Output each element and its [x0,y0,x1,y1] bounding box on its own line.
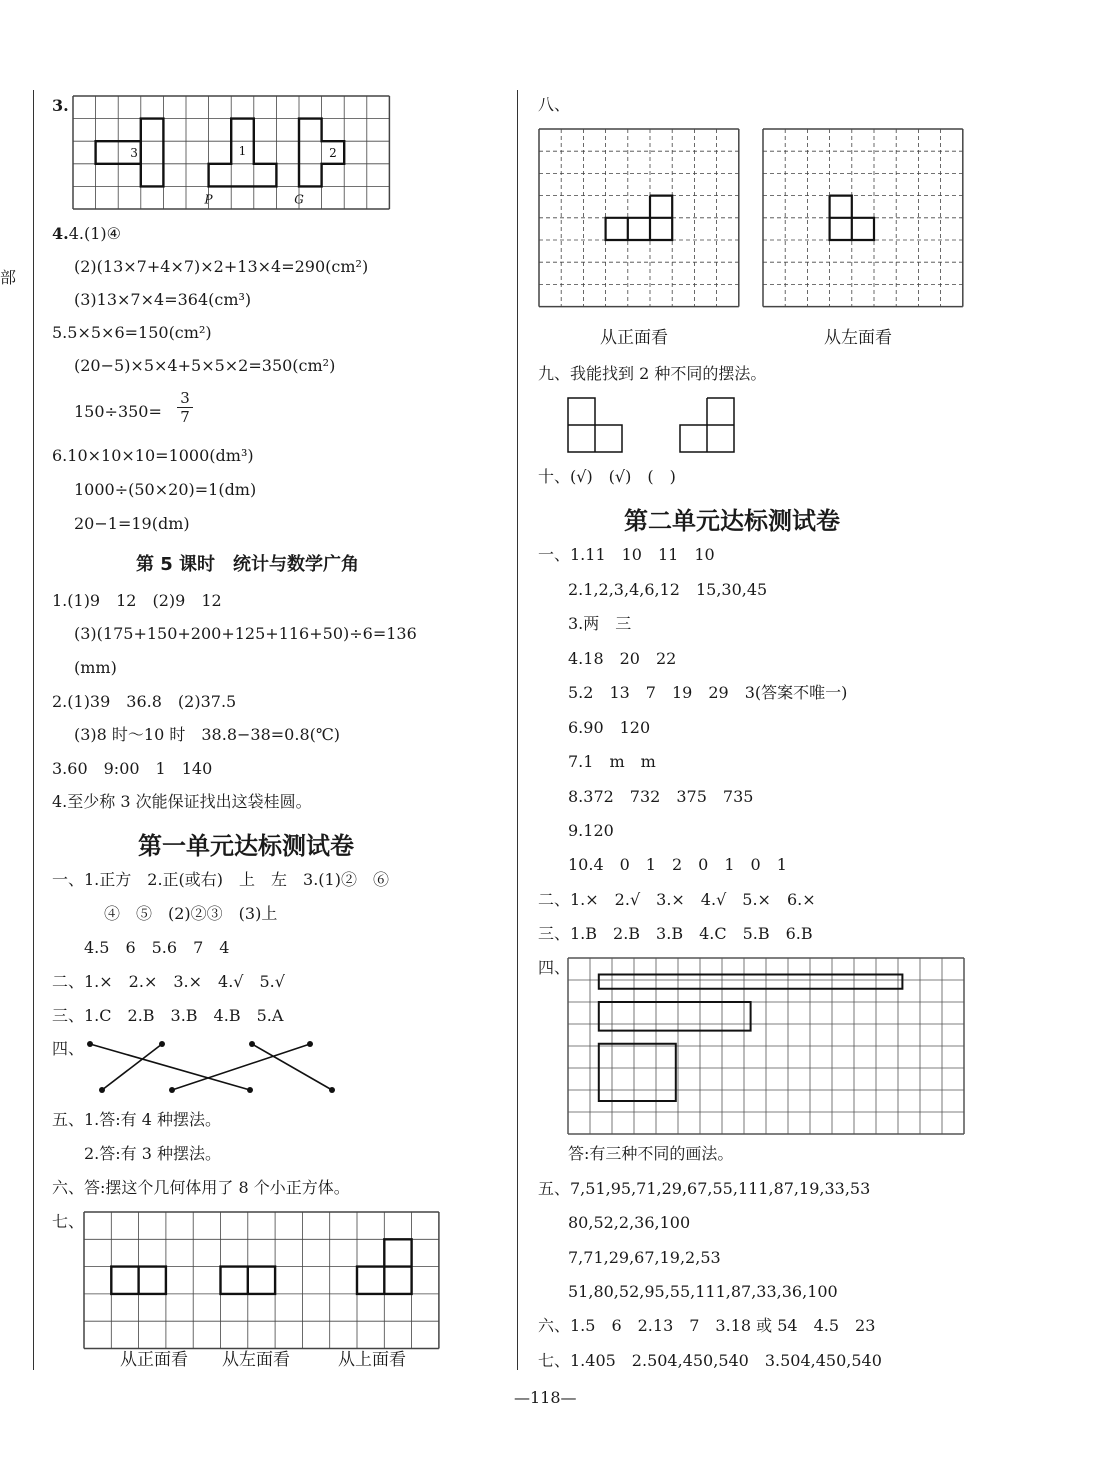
q3-label: 3. [52,96,69,115]
view-top-shape [357,1239,412,1294]
unit2-line: 8.372 732 375 735 [568,787,754,806]
unit1-line: 二、1.× 2.× 3.× 4.√ 5.√ [52,972,285,991]
unit2-line: 10.4 0 1 2 0 1 0 1 [568,855,787,874]
unit1-line: 一、1.正方 2.正(或右) 上 左 3.(1)② ⑥ [52,870,389,889]
unit2-line: 二、1.× 2.√ 3.× 4.√ 5.× 6.× [538,890,816,909]
unit2-line: 一、1.11 10 11 10 [538,545,715,564]
unit1-line: ④ ⑤ (2)②③ (3)上 [104,904,278,923]
q4-line-2: (2)(13×7+4×7)×2+13×4=290(cm²) [74,257,369,276]
match-line [90,1044,250,1090]
unit2-q7-line: 七、1.405 2.504,450,540 3.504,450,540 [538,1351,882,1370]
unit2-q5-line: 80,52,2,36,100 [568,1213,691,1232]
q9-arrangement-figures [568,398,738,452]
match-line [252,1044,332,1090]
q5-line-1: 5.5×5×6=150(cm²) [52,323,212,342]
q5-fraction-denominator: 7 [180,408,190,426]
q5-line-2: (20−5)×5×4+5×5×2=350(cm²) [74,356,336,375]
unit2-line: 4.18 20 22 [568,649,677,668]
unit2-q4-answer: 答:有三种不同的画法。 [568,1144,734,1163]
unit2-q5-line: 五、7,51,95,71,29,67,55,111,87,19,33,53 [538,1179,871,1198]
unit1-line: 4.5 6 5.6 7 4 [84,938,230,957]
unit1-line: 五、1.答:有 4 种摆法。 [52,1110,222,1129]
unit2-line: 四、 [538,958,571,977]
q9-figure-1 [568,398,622,452]
rect-medium [599,1002,751,1031]
q8-label: 八、 [538,95,571,114]
rect-square [599,1044,676,1101]
lesson5-line: 1.(1)9 12 (2)9 12 [52,591,222,610]
view-label-front: 从正面看 [120,1350,188,1370]
column-divider [517,90,518,1370]
unit2-q5-line: 51,80,52,95,55,111,87,33,36,100 [568,1282,838,1301]
unit2-line: 三、1.B 2.B 3.B 4.C 5.B 6.B [538,924,813,943]
q8-left-view-grid [763,129,963,313]
unit2-title: 第二单元达标测试卷 [624,507,840,535]
lesson5-title: 第 5 课时 统计与数学广角 [136,554,360,575]
unit1-line: 六、答:摆这个几何体用了 8 个小正方体。 [52,1178,350,1197]
view-label-left: 从左面看 [222,1350,290,1370]
q10-line: 十、(√) (√) ( ) [538,467,676,486]
q6-line-1: 6.10×10×10=1000(dm³) [52,446,254,465]
unit2-line: 6.90 120 [568,718,651,737]
view-label-top: 从上面看 [338,1350,406,1370]
q4-answer-1: 4.(1)④ [68,224,121,243]
marker-2-text: 2 [329,146,337,161]
q5-fraction-numerator: 3 [177,390,193,408]
unit2-q6-line: 六、1.5 6 2.13 7 3.18 或 54 4.5 23 [538,1316,876,1335]
lesson5-line: (mm) [74,658,117,677]
match-line [102,1044,162,1090]
lesson5-line: 2.(1)39 36.8 (2)37.5 [52,692,237,711]
q5-fraction-prefix: 150÷350= [74,402,162,421]
q4-line-1: 4.4.(1)④ [52,224,121,243]
marker-P-text: P [204,192,213,207]
unit1-title: 第一单元达标测试卷 [138,832,354,860]
lesson5-line: (3)8 时～10 时 38.8−38=0.8(℃) [74,725,341,744]
left-margin-rule [33,90,34,1370]
q9-figure-2 [680,398,734,452]
marker-G-text: G [294,192,304,207]
q8-front-label: 从正面看 [600,328,668,348]
q6-line-2: 1000÷(50×20)=1(dm) [74,480,257,499]
unit1-line: 七、 [52,1212,85,1231]
q9-line: 九、我能找到 2 种不同的摆法。 [538,364,767,383]
shape-3-vertical [141,119,164,187]
marker-1-text: 1 [238,143,247,158]
unit2-q4-grid [568,958,966,1128]
q8-left-label: 从左面看 [824,328,892,348]
q7-views-grid [84,1212,444,1340]
rect-long [599,975,903,989]
view-left-shape [221,1267,276,1294]
q8-left-shape [830,196,874,240]
unit1-line: 三、1.C 2.B 3.B 4.B 5.A [52,1006,284,1025]
unit2-line: 2.1,2,3,4,6,12 15,30,45 [568,580,768,599]
match-line [172,1044,310,1090]
view-front-shape [111,1267,166,1294]
lesson5-line: 3.60 9:00 1 140 [52,759,213,778]
unit1-line: 2.答:有 3 种摆法。 [84,1144,222,1163]
lesson5-line: (3)(175+150+200+125+116+50)÷6=136 [74,624,417,643]
unit1-line: 四、 [52,1039,85,1058]
unit2-line: 9.120 [568,821,614,840]
page-number: —118— [514,1388,577,1407]
q3-grid-figure [73,96,391,210]
q8-front-shape [606,196,673,240]
q8-front-view-grid [539,129,739,313]
margin-character: 部 [0,268,17,287]
lesson5-line: 4.至少称 3 次能保证找出这袋桂圆。 [52,792,312,811]
unit2-line: 5.2 13 7 19 29 3(答案不唯一) [568,683,848,702]
unit2-q5-line: 7,71,29,67,19,2,53 [568,1248,721,1267]
q4-line-3: (3)13×7×4=364(cm³) [74,290,252,309]
marker-3-text: 3 [130,146,138,161]
q6-line-3: 20−1=19(dm) [74,514,190,533]
matching-lines-figure [84,1038,324,1098]
unit2-line: 3.两 三 [568,614,632,633]
unit2-line: 7.1 m m [568,752,656,771]
